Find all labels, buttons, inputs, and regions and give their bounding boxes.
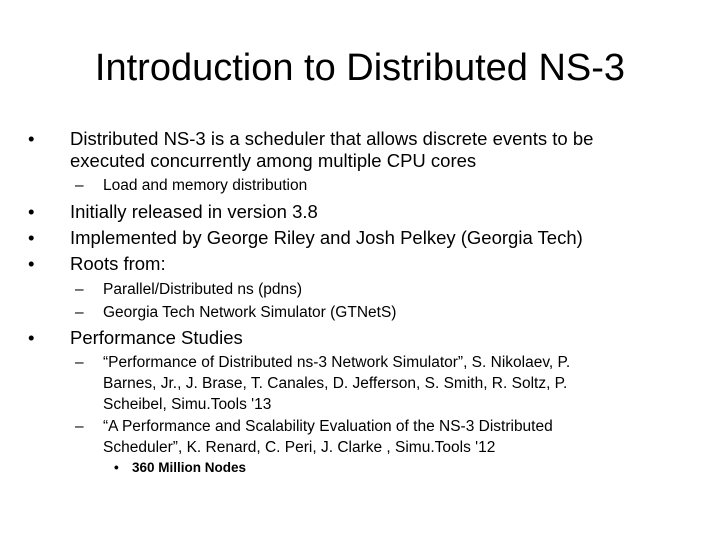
- bullet-text: Implemented by George Riley and Josh Pelkey (Georgia Tech): [70, 227, 583, 248]
- sub-sub-bullet-text: 360 Million Nodes: [132, 460, 247, 475]
- bullet-continuation: [70, 150, 476, 172]
- bullet-text: Distributed NS-3 is a scheduler that allows discrete events to be: [70, 128, 594, 149]
- bullet-item: [28, 227, 583, 249]
- dash-marker: –: [75, 281, 84, 298]
- sub-bullet-continuation: [103, 437, 495, 458]
- bullet-text: executed concurrently among multiple CPU cores: [70, 150, 477, 171]
- bullet-item: [28, 201, 318, 223]
- dash-marker: –: [75, 354, 84, 371]
- sub-bullet-item: [75, 302, 397, 323]
- bullet-marker: •: [28, 128, 35, 149]
- bullet-marker: •: [114, 460, 119, 475]
- dash-marker: –: [75, 418, 84, 435]
- sub-bullet-continuation: [103, 373, 567, 394]
- bullet-marker: •: [28, 201, 35, 222]
- sub-bullet-text: “Performance of Distributed ns-3 Network Simulator”, S. Nikolaev, P.: [103, 354, 571, 371]
- sub-bullet-item: [75, 175, 308, 196]
- sub-bullet-item: [75, 279, 303, 300]
- bullet-text: Initially released in version 3.8: [70, 201, 318, 222]
- sub-bullet-text: “A Performance and Scalability Evaluation of the NS-3 Distributed: [103, 418, 553, 435]
- bullet-marker: •: [28, 227, 35, 248]
- bullet-text: Roots from:: [70, 253, 166, 274]
- sub-bullet-continuation: [103, 394, 271, 415]
- sub-sub-bullet-item: [114, 459, 247, 477]
- dash-marker: –: [75, 177, 84, 194]
- sub-bullet-text: Barnes, Jr., J. Brase, T. Canales, D. Jefferson, S. Smith, R. Soltz, P.: [103, 375, 568, 392]
- sub-bullet-text: Parallel/Distributed ns (pdns): [103, 281, 303, 298]
- bullet-marker: •: [28, 327, 35, 348]
- bullet-text: Performance Studies: [70, 327, 243, 348]
- sub-bullet-text: Load and memory distribution: [103, 177, 308, 194]
- sub-bullet-text: Georgia Tech Network Simulator (GTNetS): [103, 304, 397, 321]
- bullet-marker: •: [28, 253, 35, 274]
- sub-bullet-item: [75, 352, 571, 373]
- slide-title: Introduction to Distributed NS-3: [94, 47, 626, 89]
- sub-bullet-text: Scheibel, Simu.Tools '13: [103, 396, 272, 413]
- sub-bullet-item: [75, 416, 553, 437]
- dash-marker: –: [75, 304, 84, 321]
- bullet-item: [28, 128, 594, 150]
- bullet-item: [28, 253, 166, 275]
- sub-bullet-text: Scheduler”, K. Renard, C. Peri, J. Clarke , Simu.Tools '12: [103, 439, 496, 456]
- bullet-item: [28, 327, 243, 349]
